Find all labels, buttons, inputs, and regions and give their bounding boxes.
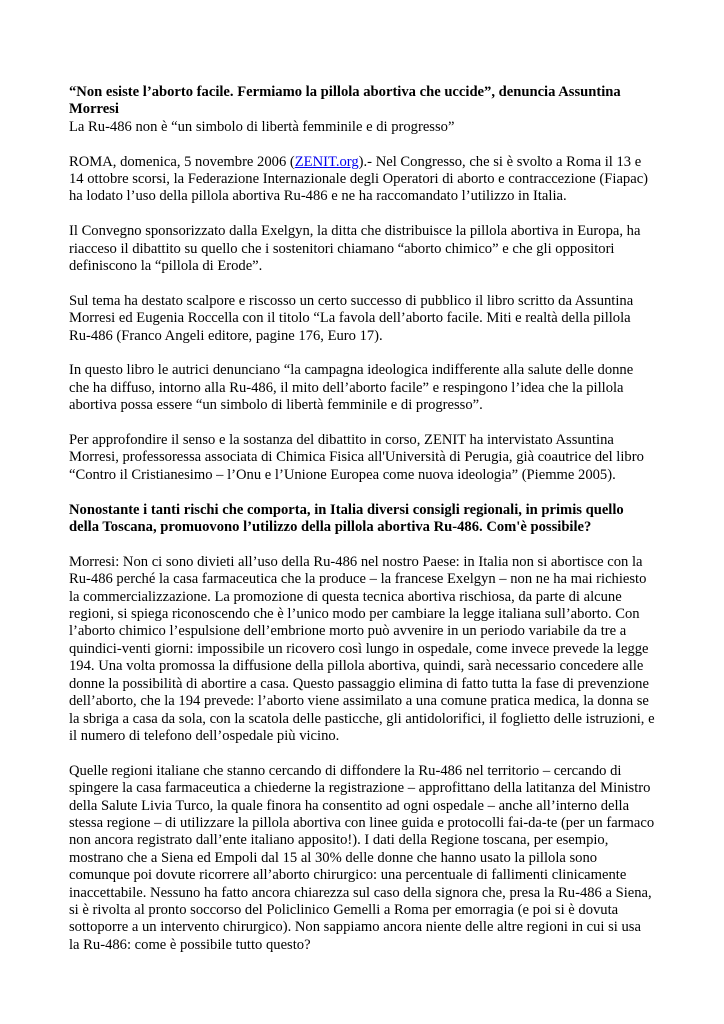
paragraph-line: la sbriga a casa da sola, con la scatola delle pasticche, gli antidolorifici, il foglietto delle istruzioni, e bbox=[69, 710, 655, 727]
paragraph-line: regioni, si spiega riconoscendo che è l’unico modo per cambiare la legge italiana sull’aborto. Con bbox=[69, 606, 640, 623]
paragraph-line: Ru-486 perché la casa farmaceutica che la produce – la francese Exelgyn – non ne ha mai richiesto bbox=[69, 571, 647, 588]
paragraph-line: riacceso il dibattito su quello che i sostenitori chiamano “aborto chimico” e che gli oppositori bbox=[69, 240, 615, 257]
dateline-paragraph bbox=[69, 154, 659, 206]
paragraph-line: donne la possibilità di abortire a casa. Questo passaggio elimina di fatto tutta la fase di prevenzione bbox=[69, 675, 649, 692]
paragraph-line: la commercializzazione. La promozione di questa tecnica abortiva rischiosa, da parte di alcune bbox=[69, 588, 622, 605]
paragraph-line: inaccettabile. Nessuno ha fatto ancora chiarezza sul caso della signora che, presa la Ru-486 a Siena, bbox=[69, 884, 652, 901]
dateline-suffix: ).- Nel Congresso, che si è svolto a Roma il 13 e bbox=[358, 153, 642, 170]
paragraph-line: dell’aborto, che la 194 prevede: l’aborto viene assimilato a una comune pratica medica, la donna se bbox=[69, 693, 649, 710]
body-paragraph bbox=[69, 293, 659, 345]
paragraph-line: In questo libro le autrici denunciano “la campagna ideologica indifferente alla salute delle donne bbox=[69, 362, 634, 379]
paragraph-line: stessa regione – di utilizzare la pillola abortiva con linee guida e protocolli fai-da-te (per un farmaco bbox=[69, 814, 655, 831]
paragraph-line: quindici-venti giorni: impossibile un ricovero così lungo in ospedale, come invece prevede la legge bbox=[69, 640, 649, 657]
paragraph-line: Il Convegno sponsorizzato dalla Exelgyn, la ditta che distribuisce la pillola abortiva in Europa, ha bbox=[69, 223, 641, 240]
paragraph-line: 14 ottobre scorsi, la Federazione Internazionale degli Operatori di aborto e contraccezione (Fiapac) bbox=[69, 171, 649, 188]
paragraph-line: mostrano che a Siena ed Empoli dal 15 al 30% delle donne che hanno usato la pillola sono bbox=[69, 849, 598, 866]
interview-answer bbox=[69, 763, 659, 954]
paragraph-line: Morresi: Non ci sono divieti all’uso della Ru-486 nel nostro Paese: in Italia non si abortisce con la bbox=[69, 553, 643, 570]
body-paragraph bbox=[69, 362, 659, 414]
paragraph-line: abortiva possa essere “un simbolo di libertà femminile e di progresso”. bbox=[69, 397, 483, 414]
paragraph-line: Per approfondire il senso e la sostanza del dibattito in corso, ZENIT ha intervistato Assuntina bbox=[69, 432, 614, 449]
paragraph-line: la Ru-486: come è possibile tutto questo? bbox=[69, 936, 311, 953]
paragraph-line: Ru-486 (Franco Angeli editore, pagine 176, Euro 17). bbox=[69, 327, 383, 344]
paragraph-line: ha lodato l’uso della pillola abortiva Ru-486 e ne ha raccomandato l’utilizzo in Italia. bbox=[69, 188, 567, 205]
paragraph-line: Morresi ed Eugenia Roccella con il titolo “La favola dell’aborto facile. Miti e realtà della pillola bbox=[69, 310, 631, 327]
article-title-line: Morresi bbox=[69, 101, 119, 118]
paragraph-line: della Salute Livia Turco, la quale finora ha consentito ad ogni ospedale – anche all’interno della bbox=[69, 797, 630, 814]
paragraph-line: “Contro il Cristianesimo – l’Onu e l’Unione Europea come nuova ideologia” (Piemme 2005). bbox=[69, 466, 616, 483]
paragraph-line: Quelle regioni italiane che stanno cercando di diffondere la Ru-486 nel territorio – cercando di bbox=[69, 762, 622, 779]
paragraph-line: il numero di telefono dell’ospedale più vicino. bbox=[69, 727, 340, 744]
paragraph-line: spingere la casa farmaceutica a chiederne la registrazione – approfittano della latitanza del Ministro bbox=[69, 780, 651, 797]
paragraph-line: 194. Una volta promossa la diffusione della pillola abortiva, quindi, sarà necessario concedere alle bbox=[69, 658, 644, 675]
paragraph-line: definiscono la “pillola di Erode”. bbox=[69, 258, 263, 275]
paragraph-line: sottoporre a un intervento chirurgico). Non sappiamo ancora niente delle altre regioni in cui si usa bbox=[69, 919, 641, 936]
paragraph-line: comunque poi dovute ricorrere all’aborto chirurgico: una percentuale di fallimenti clinicamente bbox=[69, 867, 627, 884]
paragraph-line: Sul tema ha destato scalpore e riscosso un certo successo di pubblico il libro scritto da Assuntina bbox=[69, 292, 634, 309]
question-line: Nonostante i tanti rischi che comporta, in Italia diversi consigli regionali, in primis quello bbox=[69, 501, 624, 518]
paragraph-line: Morresi, professoressa associata di Chimica Fisica all'Università di Perugia, già coautrice del libro bbox=[69, 449, 644, 466]
interview-question bbox=[69, 502, 659, 537]
paragraph-line: che ha diffuso, intorno alla Ru-486, il mito dell’aborto facile” e respingono l’idea che la pillola bbox=[69, 379, 624, 396]
article-subtitle bbox=[69, 119, 659, 136]
interview-answer bbox=[69, 554, 659, 745]
article-title-line: “Non esiste l’aborto facile. Fermiamo la pillola abortiva che uccide”, denuncia Assuntina bbox=[69, 84, 621, 100]
zenit-link[interactable]: ZENIT.org bbox=[294, 153, 359, 170]
body-paragraph bbox=[69, 223, 659, 275]
dateline-prefix: ROMA, domenica, 5 novembre 2006 ( bbox=[69, 153, 295, 170]
paragraph-line: l’aborto chimico l’espulsione dell’embrione morto può avvenire in un periodo variabile da tre a bbox=[69, 623, 627, 640]
body-paragraph bbox=[69, 432, 659, 484]
dateline-first-line bbox=[69, 154, 659, 171]
question-line: della Toscana, promuovono l’utilizzo della pillola abortiva Ru-486. Com'è possibile? bbox=[69, 519, 592, 536]
document-page bbox=[69, 84, 659, 972]
paragraph-line: non ancora registrato dall’ente italiano apposito!). I dati della Regione toscana, per esempio, bbox=[69, 832, 609, 849]
paragraph-line: si è rivolta al pronto soccorso del Policlinico Gemelli a Roma per emorragia (e poi si è dovuta bbox=[69, 901, 619, 918]
article-subtitle-line: La Ru-486 non è “un simbolo di libertà femminile e di progresso” bbox=[69, 118, 455, 135]
article-title bbox=[69, 84, 659, 119]
